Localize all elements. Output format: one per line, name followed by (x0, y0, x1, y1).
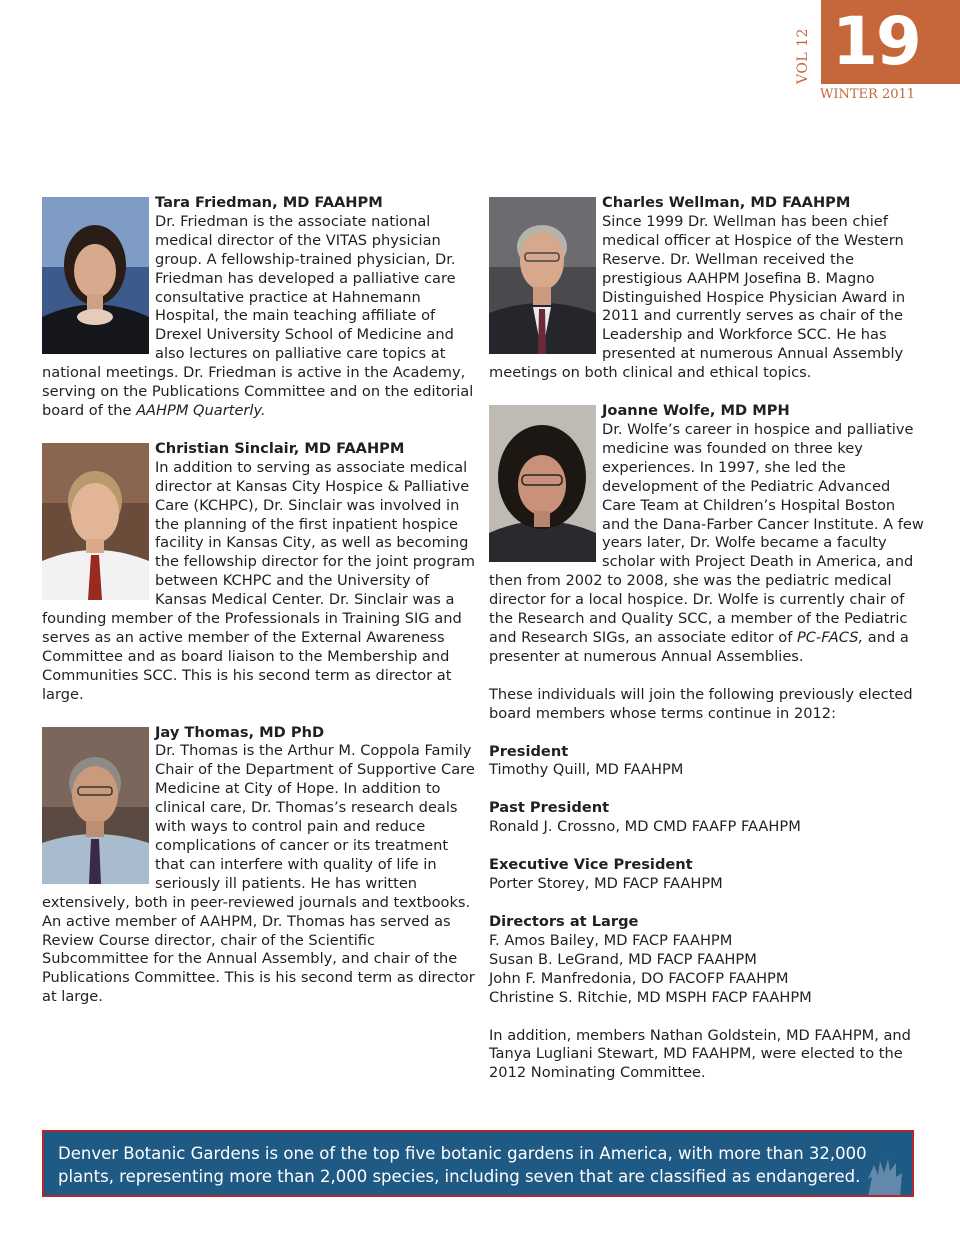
bio-name: Joanne Wolfe, MD MPH (602, 402, 790, 420)
bio-christian-sinclair (42, 440, 478, 705)
page-number: 19 (832, 3, 920, 80)
portrait-photo (489, 197, 596, 354)
volume-label: VOL 12 (795, 28, 811, 84)
member-name: Susan B. LeGrand, MD FACP FAAHPM (489, 950, 757, 968)
publication-title: AAHPM Quarterly. (136, 401, 266, 419)
issue-season: WINTER 2011 (820, 87, 916, 102)
bio-jay-thomas (42, 724, 478, 1008)
member-name: Ronald J. Crossno, MD CMD FAAFP FAAHPM (489, 818, 801, 836)
bio-text: In addition to serving as associate medical director at Kansas City Hospice & Palliative Care (KCHPC), Dr. Sinclair was involved in the planning of the first inpatient hospice facility in Kansas City, as well as becoming the fellowship director for the joint program between KCHPC and the University of Kansas Medical Center. Dr. Sinclair was a founding member of the Professionals in Training SIG and serves as an active member of the External Awareness Committee and as board liaison to the Membership and Communities SCC. This is his second term as director at large. (42, 458, 476, 703)
bio-name: Charles Wellman, MD FAAHPM (602, 194, 851, 211)
member-name: Christine S. Ritchie, MD MSPH FACP FAAHPM (489, 988, 812, 1006)
member-name: John F. Manfredonia, DO FACOFP FAAHPM (489, 969, 789, 987)
fact-banner (42, 1130, 914, 1197)
portrait-photo (489, 405, 596, 562)
bio-text: Dr. Wolfe’s career in hospice and palliative medicine was founded on three key experiences. In 1997, she led the development of the Pediatric Advanced Care Team at Children’s Hospital Boston and the Dana-Farber Cancer Institute. A few years later, Dr. Wolfe became a faculty scholar with Project Death in America, and then from 2002 to 2008, she was the pediatric medical director for a local hospice. Dr. Wolfe is currently chair of the Research and Quality SCC, a member of the Pediatric and Research SIGs, an associate editor of (489, 420, 924, 646)
role-title: Directors at Large (489, 913, 639, 930)
right-column (489, 194, 925, 1083)
bio-tara-friedman (42, 194, 478, 421)
bio-text-continued: and a presenter at numerous Annual Assemblies. (489, 628, 909, 665)
bio-name: Christian Sinclair, MD FAAHPM (155, 439, 405, 457)
bio-text: Since 1999 Dr. Wellman has been chief medical officer at Hospice of the Western Reserve. Dr. Wellman received the prestigious AAHPM Josefina B. Magno Distinguished Hospice Physician Award in 2011 and currently serves as chair of the Leadership and Workforce SCC. He has presented at numerous Annual Assembly meetings on both clinical and ethical topics. (489, 212, 906, 382)
member-name: F. Amos Bailey, MD FACP FAAHPM (489, 931, 733, 949)
nominating-committee-note: In addition, members Nathan Goldstein, MD FAAHPM, and Tanya Lugliani Stewart, MD FAAHPM, were elected to the 2012 Nominating Committee. (489, 1026, 911, 1082)
member-name: Timothy Quill, MD FAAHPM (489, 761, 684, 779)
left-column (42, 194, 478, 1007)
role-executive-vice-president (489, 856, 925, 894)
role-past-president (489, 799, 925, 837)
role-directors-at-large (489, 913, 925, 1008)
banner-text: Denver Botanic Gardens is one of the top five botanic gardens in America, with more than 32,000 plants, representing more than 2,000 species, including seven that are classified as endangered. (58, 1144, 867, 1186)
member-name: Porter Storey, MD FACP FAAHPM (489, 875, 723, 893)
portrait-photo (42, 727, 149, 884)
role-title: Executive Vice President (489, 856, 693, 874)
publication-title: PC-FACS, (797, 628, 864, 646)
bio-text: Dr. Friedman is the associate national medical director of the VITAS physician group. A fellowship-trained physician, Dr. Friedman has developed a palliative care consultative practice at Hahnemann Hospital, the main teaching affiliate of Drexel University School of Medicine and also lectures on palliative care topics at national meetings. Dr. Friedman is active in the Academy, serving on the Publications Committee and on the editorial board of the (42, 212, 474, 419)
bio-text: Dr. Thomas is the Arthur M. Coppola Family Chair of the Department of Supportive Care Medicine at City of Hope. In addition to clinical care, Dr. Thomas’s research deals with ways to control pain and reduce complications of cancer or its treatment that can interfere with quality of life in seriously ill patients. He has written extensively, both in peer-reviewed journals and textbooks. An active member of AAHPM, Dr. Thomas has served as Review Course director, chair of the Scientific Subcommittee for the Annual Assembly, and chair of the Publications Committee. This is his second term as director at large. (42, 742, 475, 1006)
bio-name: Jay Thomas, MD PhD (155, 723, 325, 741)
role-title: Past President (489, 799, 610, 817)
portrait-photo (42, 443, 149, 600)
bio-joanne-wolfe (489, 402, 925, 667)
role-title: President (489, 742, 569, 760)
role-president (489, 743, 925, 781)
portrait-photo (42, 197, 149, 354)
board-intro: These individuals will join the following previously elected board members whose terms continue in 2012: (489, 685, 913, 722)
bio-name: Tara Friedman, MD FAAHPM (155, 194, 383, 211)
bio-charles-wellman (489, 194, 925, 383)
